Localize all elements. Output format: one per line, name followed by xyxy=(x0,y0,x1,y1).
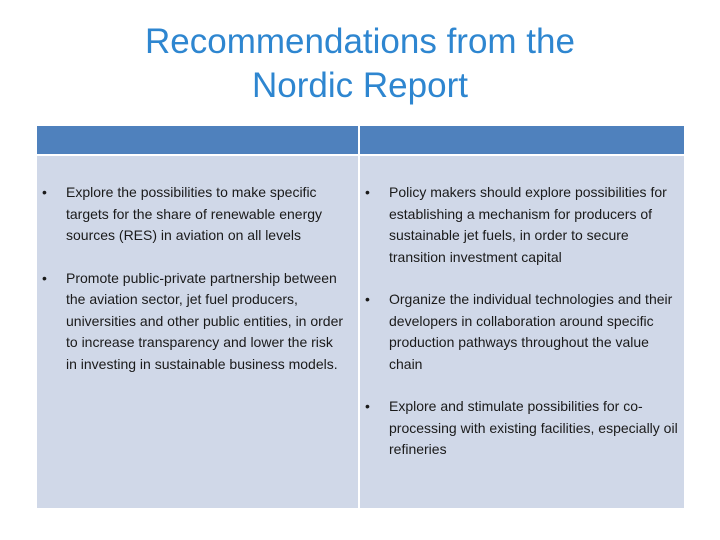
bullet-icon: • xyxy=(42,269,47,286)
list-item-text: Explore the possibilities to make specific targets for the share of renewable energy sources (RES) in aviation on all levels xyxy=(66,184,323,243)
list-item-text: Promote public-private partnership between the aviation sector, jet fuel producers, universities and other public entities, in order to increase transparency and lower the risk in investing in sustainable business models. xyxy=(66,269,344,372)
list-item-text: Organize the individual technologies and their developers in collaboration around specific production pathways throughout the value chain xyxy=(389,291,673,372)
recommendations-table xyxy=(37,126,684,508)
list-item xyxy=(360,289,680,375)
table-header-cell-left xyxy=(37,126,358,154)
list-item xyxy=(360,182,680,268)
list-item xyxy=(37,268,347,376)
title-line-1: Recommendations from the xyxy=(145,22,575,61)
list-item-text: Explore and stimulate possibilities for co-processing with existing facilities, especially oil refineries xyxy=(389,398,678,457)
title-line-2: Nordic Report xyxy=(252,66,468,105)
table-header-row xyxy=(37,126,684,154)
right-bullet-list xyxy=(360,182,680,482)
list-item xyxy=(37,182,347,247)
table-cell-left xyxy=(37,156,358,508)
slide-title xyxy=(60,20,660,108)
bullet-icon: • xyxy=(42,184,47,200)
list-item-text: Policy makers should explore possibilities for establishing a mechanism for producers of sustainable jet fuels, in order to secure transition investment capital xyxy=(389,184,667,265)
table-header-cell-right xyxy=(360,126,684,154)
bullet-icon: • xyxy=(365,291,370,307)
bullet-icon: • xyxy=(365,398,370,414)
table-cell-right xyxy=(360,156,684,508)
bullet-icon: • xyxy=(365,184,370,200)
list-item xyxy=(360,396,680,461)
left-bullet-list xyxy=(37,182,347,396)
